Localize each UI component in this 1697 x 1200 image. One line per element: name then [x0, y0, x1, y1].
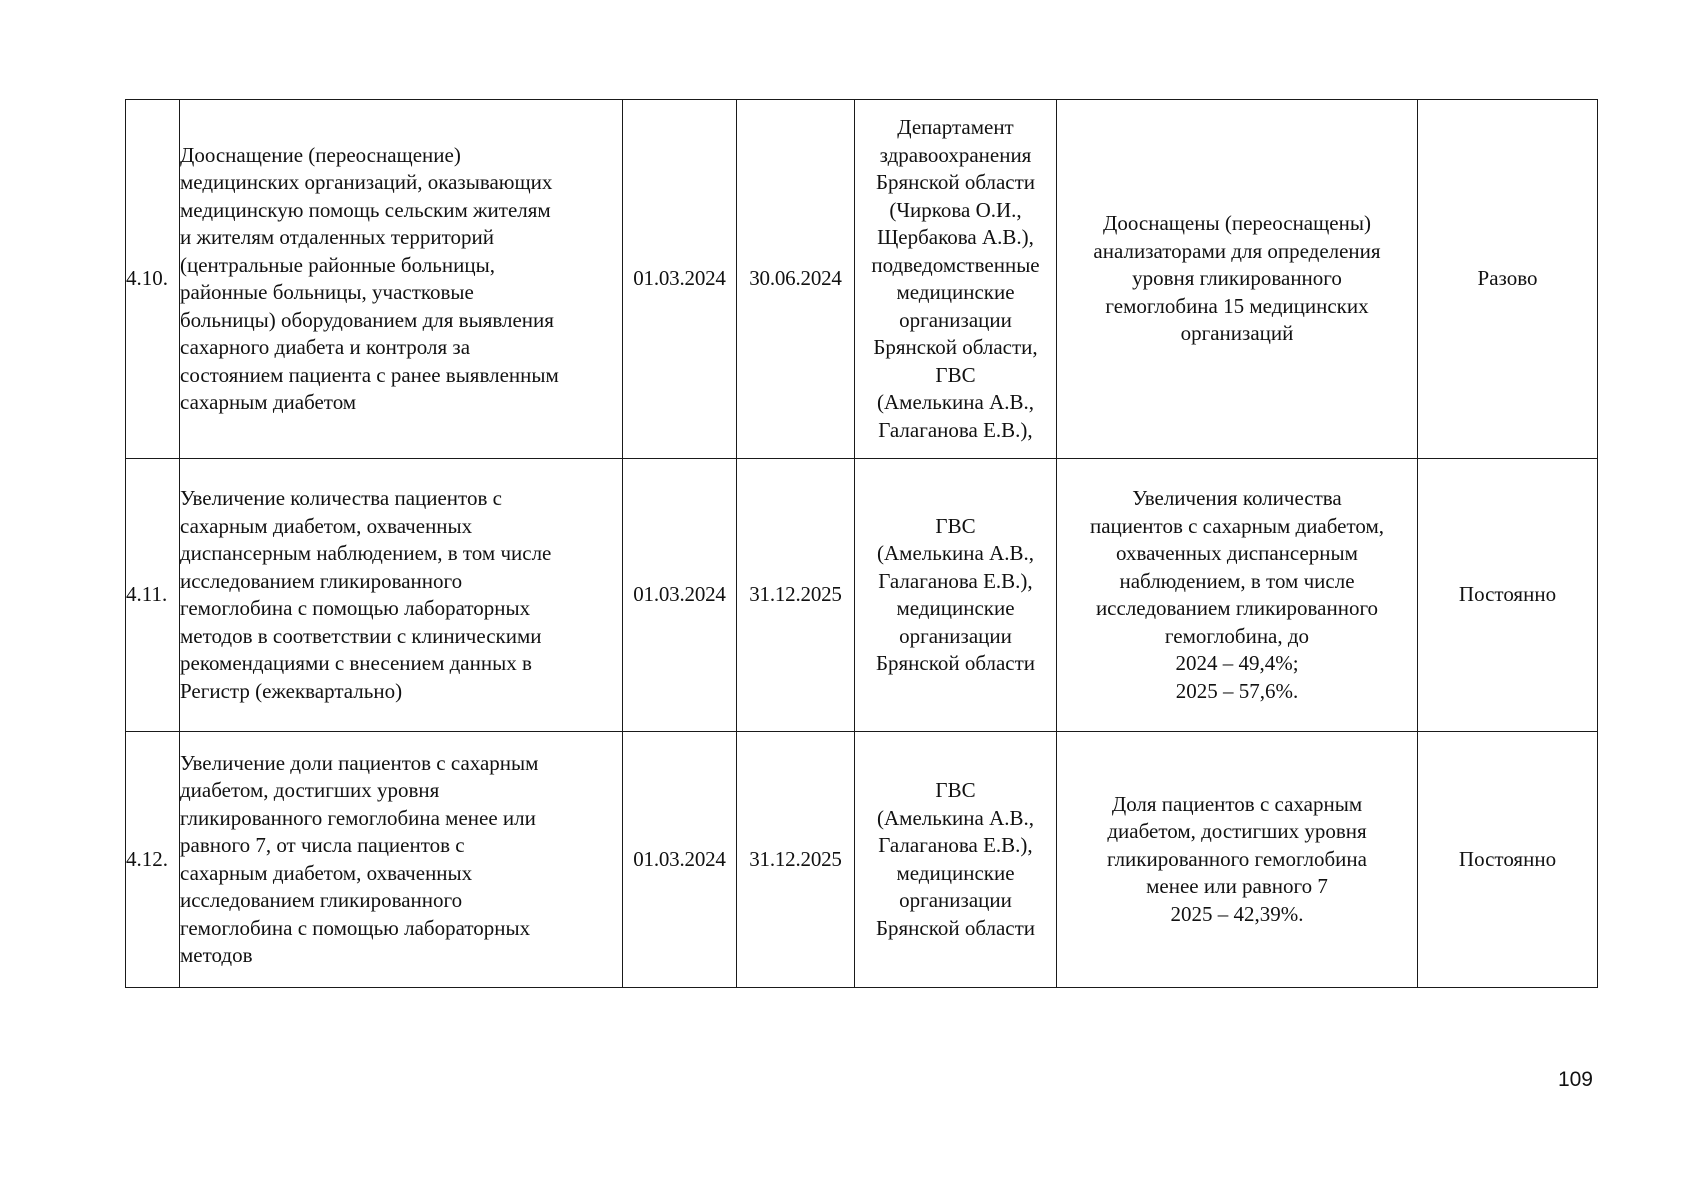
item-number: 4.12.: [126, 732, 180, 988]
table-row: [126, 732, 1598, 988]
periodicity: Постоянно: [1418, 459, 1598, 732]
item-number: 4.11.: [126, 459, 180, 732]
start-date: 01.03.2024: [623, 100, 737, 459]
end-date: 31.12.2025: [737, 459, 855, 732]
end-date: 31.12.2025: [737, 732, 855, 988]
responsible-parties: Департамент здравоохранения Брянской области (Чиркова О.И., Щербакова А.В.), подведомственные медицинские организации Брянской области, ГВС (Амелькина А.В., Галаганова Е.В.),: [855, 100, 1057, 459]
item-description: Дооснащение (переоснащение) медицинских организаций, оказывающих медицинскую помощь сельским жителям и жителям отдаленных территорий (центральные районные больницы, районные больницы, участковые больницы) оборудованием для выявления сахарного диабета и контроля за состоянием пациента с ранее выявленным сахарным диабетом: [180, 100, 623, 459]
action-plan-table: [125, 99, 1598, 988]
start-date: 01.03.2024: [623, 732, 737, 988]
expected-result: Увеличения количества пациентов с сахарным диабетом, охваченных диспансерным наблюдением, в том числе исследованием гликированного гемоглобина, до 2024 – 49,4%; 2025 – 57,6%.: [1057, 459, 1418, 732]
page-number: 109: [1557, 1068, 1593, 1091]
expected-result: Доля пациентов с сахарным диабетом, достигших уровня гликированного гемоглобина менее или равного 7 2025 – 42,39%.: [1057, 732, 1418, 988]
responsible-parties: ГВС (Амелькина А.В., Галаганова Е.В.), медицинские организации Брянской области: [855, 732, 1057, 988]
item-description: Увеличение доли пациентов с сахарным диабетом, достигших уровня гликированного гемоглобина менее или равного 7, от числа пациентов с сахарным диабетом, охваченных исследованием гликированного гемоглобина с помощью лабораторных методов: [180, 732, 623, 988]
end-date: 30.06.2024: [737, 100, 855, 459]
item-number: 4.10.: [126, 100, 180, 459]
item-description: Увеличение количества пациентов с сахарным диабетом, охваченных диспансерным наблюдением, в том числе исследованием гликированного гемоглобина с помощью лабораторных методов в соответствии с клиническими рекомендациями с внесением данных в Регистр (ежеквартально): [180, 459, 623, 732]
table-row: [126, 100, 1598, 459]
table-row: [126, 459, 1598, 732]
start-date: 01.03.2024: [623, 459, 737, 732]
expected-result: Дооснащены (переоснащены) анализаторами для определения уровня гликированного гемоглобина 15 медицинских организаций: [1057, 100, 1418, 459]
periodicity: Постоянно: [1418, 732, 1598, 988]
periodicity: Разово: [1418, 100, 1598, 459]
responsible-parties: ГВС (Амелькина А.В., Галаганова Е.В.), медицинские организации Брянской области: [855, 459, 1057, 732]
